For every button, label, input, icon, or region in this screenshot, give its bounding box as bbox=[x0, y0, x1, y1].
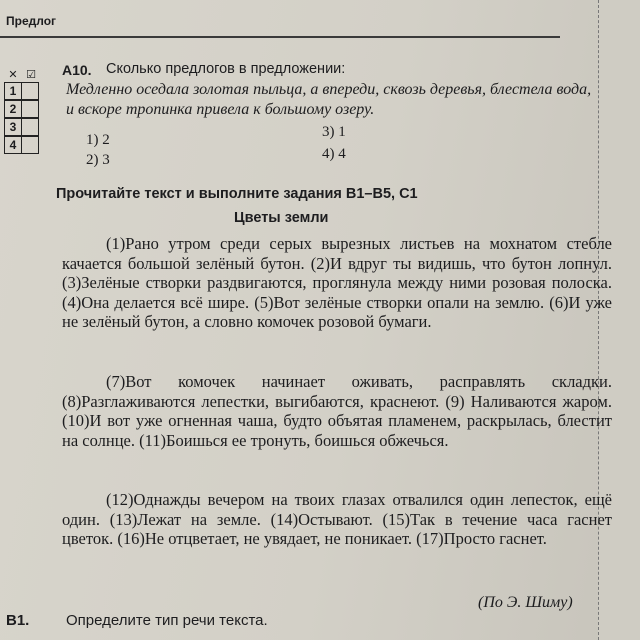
page-header bbox=[0, 0, 560, 38]
answer-checkbox[interactable] bbox=[22, 136, 39, 154]
text-source: (По Э. Шиму) bbox=[478, 594, 573, 611]
option-3: 3) 1 bbox=[322, 124, 346, 140]
task-a10-id: A10. bbox=[62, 62, 92, 78]
answer-number: 1 bbox=[4, 82, 22, 100]
text-paragraph-2: (7)Вот комочек начинает оживать, расправлять складки. (8)Разглаживаются лепестки, выгибаются, краснеют. (9) Наливаются жаром. (10)И вот уже огненная чаша, будто объятая пламенем, раскрылась, блестит на солнце. (11)Боишься ее тронуть, боишься обжечься. bbox=[62, 372, 612, 450]
instruction-heading: Прочитайте текст и выполните задания В1–В5, С1 bbox=[56, 186, 418, 202]
section-title: Предлог bbox=[6, 14, 57, 28]
option-2: 2) 3 bbox=[86, 152, 110, 168]
answer-row bbox=[4, 136, 42, 154]
cross-mark-icon: ✕ bbox=[8, 68, 18, 81]
answer-grid-header bbox=[4, 68, 42, 82]
answer-row bbox=[4, 100, 42, 118]
answer-checkbox[interactable] bbox=[22, 100, 39, 118]
answer-checkbox[interactable] bbox=[22, 118, 39, 136]
text-paragraph-3: (12)Однажды вечером на твоих глазах отвалился один лепесток, ещё один. (13)Лежат на земле. (14)Остывают. (15)Так в течение часа гаснет цветок. (16)Не отцветает, не увядает, не поникает. (17)Просто гаснет. bbox=[62, 490, 612, 549]
answer-row bbox=[4, 118, 42, 136]
task-a10-question: Сколько предлогов в предложении: bbox=[106, 61, 346, 77]
text-paragraph-1: (1)Рано утром среди серых вырезных листьев на мохнатом стебле качается большой зелёный бутон. (2)И вдруг ты видишь, что бутон лопнул. (3)Зелёные створки раздвигаются, проглянула между ними розовая полоска. (4)Она делается всё шире. (5)Вот зелёные створки опали на землю. (6)И уже не зелёный бутон, а словно комочек розовой бумаги. bbox=[62, 234, 612, 332]
option-1: 1) 2 bbox=[86, 132, 110, 148]
text-title: Цветы земли bbox=[234, 210, 329, 226]
task-b1-question: Определите тип речи текста. bbox=[66, 612, 268, 629]
answer-number: 2 bbox=[4, 100, 22, 118]
answer-number: 4 bbox=[4, 136, 22, 154]
answer-checkbox[interactable] bbox=[22, 82, 39, 100]
option-4: 4) 4 bbox=[322, 146, 346, 162]
task-b1-id: B1. bbox=[6, 612, 30, 629]
answer-row bbox=[4, 82, 42, 100]
task-a10-sentence: Медленно оседала золотая пыльца, а впереди, сквозь деревья, блестела вода, и вскоре тропинка привела к большому озеру. bbox=[66, 81, 592, 118]
answer-number: 3 bbox=[4, 118, 22, 136]
check-mark-icon: ☑ bbox=[26, 68, 36, 81]
answer-grid bbox=[4, 68, 42, 154]
